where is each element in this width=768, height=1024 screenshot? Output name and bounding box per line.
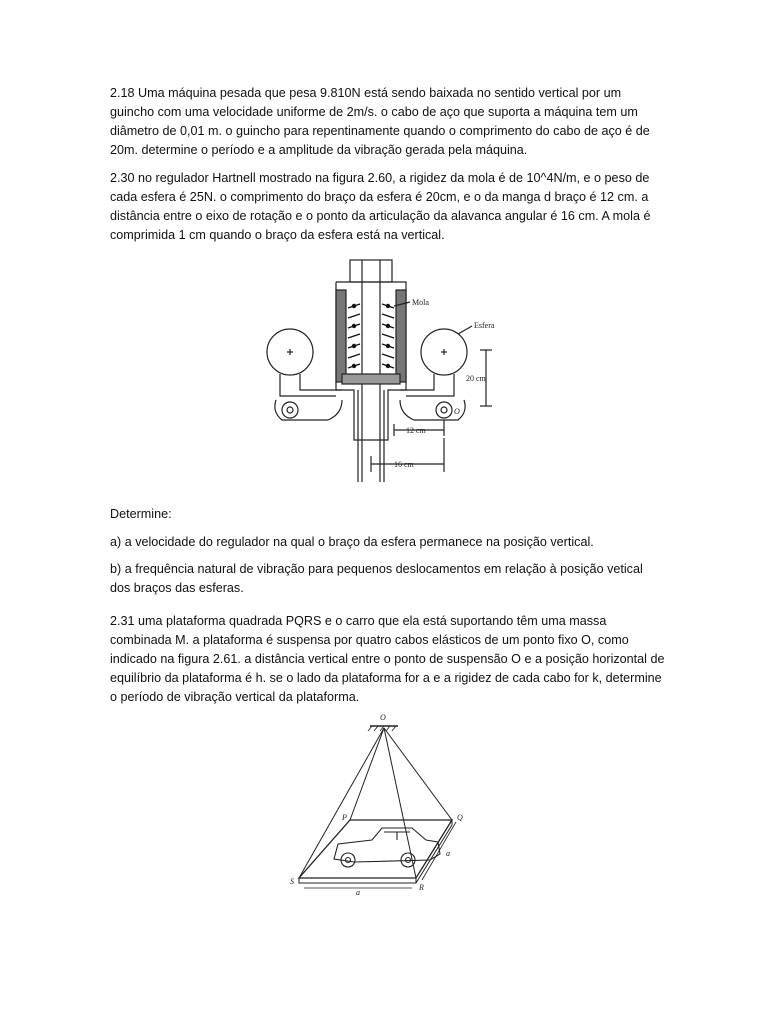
left-pivot [282,402,298,418]
mola-label: Mola [412,298,429,307]
point-q-label: Q [457,813,463,822]
question-b: b) a frequência natural de vibração para pequenos deslocamentos em relação à posição vetical dos braços das esferas. [110,562,643,595]
right-pivot [436,402,452,418]
hartnell-governor-figure [258,250,514,486]
dim-20cm-label: 20 cm [466,374,486,383]
top-shaft-cap [350,260,392,282]
point-s-label: S [290,877,294,886]
cable-p [350,728,384,820]
problem-2-18: 2.18 Uma máquina pesada que pesa 9.810N está sendo baixada no sentido vertical por um guincho com uma velocidade uniforme de 2m/s. o cabo de aço que suporta a máquina tem um diâmetro de 0,01 m. o guincho para repentinamente quando o comprimento do cabo de aço é de 20m. determine o período e a amplitude da vibração gerada pela máquina. [110,86,650,157]
determine-heading: Determine: [110,507,172,521]
problem-2-31: 2.31 uma plataforma quadrada PQRS e o carro que ela está suportando têm uma massa combinada M. a plataforma é suspensa por quatro cabos elásticos de um ponto fixo O, como indicado na figura 2.61. a distância vertical entre o ponto de suspensão O e a posição horizontal de equilíbrio da plataforma é h. se o lado da plataforma for a e a rigidez de cada cabo for k, determine o período de vibração vertical da plataforma. [110,614,665,704]
dim-16cm-label: 16 cm [394,460,414,469]
problem-2-30: 2.30 no regulador Hartnell mostrado na figura 2.60, a rigidez da mola é de 10^4N/m, e o peso de cada esfera é 25N. o comprimento do braço da esfera é 20cm, e o da manga d braço é 12 cm. a distância entre o eixo de rotação e o ponto da articulação da alavanca angular é 16 cm. A mola é comprimida 1 cm quando o braço da esfera está na vertical. [110,171,651,242]
side-a-bottom-label: a [356,888,360,896]
suspended-platform-figure [262,704,482,896]
point-p-label: P [342,813,347,822]
esfera-label: Esfera [474,321,495,330]
dim-12cm-label: 12 cm [406,426,426,435]
car-outline [334,828,440,867]
point-r-label: R [419,883,424,892]
platform [299,820,452,878]
pivot-o-label: O [454,407,460,416]
point-o-label: O [380,713,386,722]
question-a: a) a velocidade do regulador na qual o braço da esfera permanece na posição vertical. [110,535,594,549]
cable-r [384,728,416,878]
spring-coils [348,304,394,368]
cable-s [299,728,384,878]
side-a-right-label: a [446,849,450,858]
